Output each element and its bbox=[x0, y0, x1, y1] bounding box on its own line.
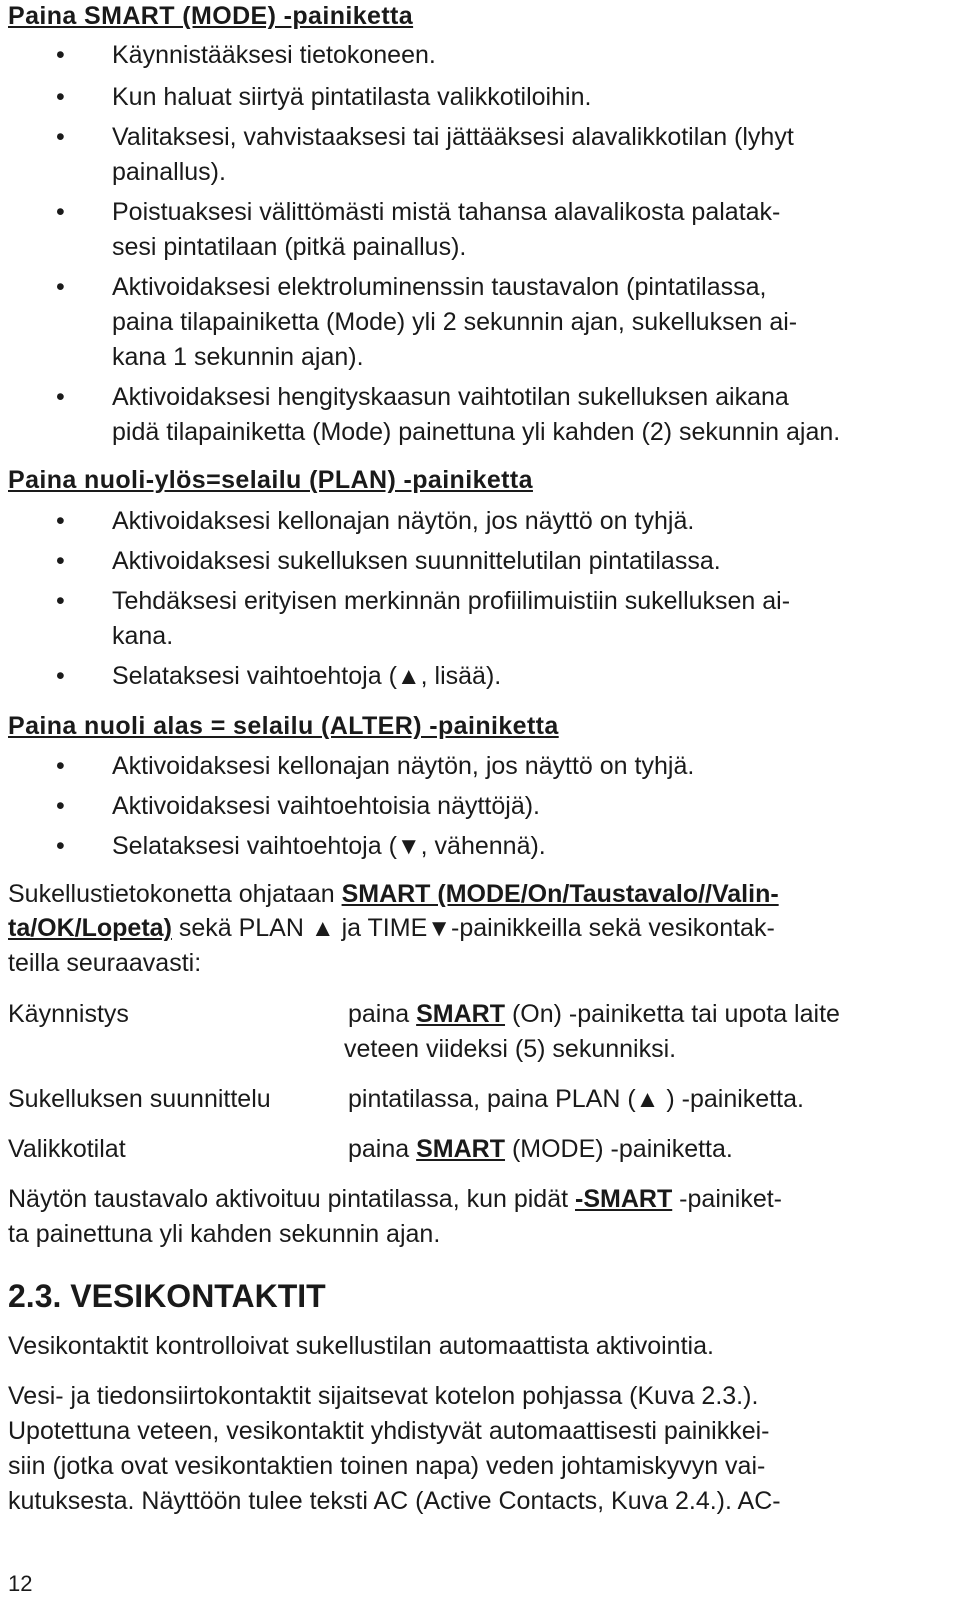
arrow-down-icon: ▼ bbox=[396, 833, 421, 860]
table-text: paina bbox=[348, 1000, 417, 1028]
paragraph-text: ja TIME bbox=[334, 914, 428, 942]
list-item-text-start: Selataksesi vaihtoehtoja ( bbox=[112, 662, 397, 690]
list-item-text: Käynnistääksesi tietokoneen. bbox=[112, 41, 436, 69]
paragraph-line: kutuksesta. Näyttöön tulee teksti AC (Active Contacts, Kuva 2.4.). AC- bbox=[8, 1487, 781, 1515]
bullet-icon: • bbox=[56, 41, 65, 69]
paragraph-line: Vesikontaktit kontrolloivat sukellustilan automaattista aktivointia. bbox=[8, 1332, 714, 1360]
heading-smart-mode: Paina SMART (MODE) -painiketta bbox=[8, 2, 414, 30]
list-item-text: Aktivoidaksesi elektroluminenssin taustavalon (pintatilassa, bbox=[112, 273, 767, 301]
paragraph-line: ta painettuna yli kahden sekunnin ajan. bbox=[8, 1220, 441, 1248]
list-item-text: kana 1 sekunnin ajan). bbox=[112, 343, 364, 371]
bullet-icon: • bbox=[56, 507, 65, 535]
bullet-icon: • bbox=[56, 547, 65, 575]
bullet-icon: • bbox=[56, 198, 65, 226]
bullet-icon: • bbox=[56, 752, 65, 780]
list-item-text: pidä tilapainiketta (Mode) painettuna yli kahden (2) sekunnin ajan. bbox=[112, 418, 841, 446]
paragraph-line bbox=[8, 1185, 782, 1214]
list-item-text: paina tilapainiketta (Mode) yli 2 sekunnin ajan, sukelluksen ai- bbox=[112, 308, 798, 336]
list-item-text: Aktivoidaksesi hengityskaasun vaihtotilan sukelluksen aikana bbox=[112, 383, 789, 411]
list-item-text: Kun haluat siirtyä pintatilasta valikkotiloihin. bbox=[112, 83, 592, 111]
page-number: 12 bbox=[8, 1571, 33, 1596]
bullet-icon: • bbox=[56, 273, 65, 301]
table-text: pintatilassa, paina PLAN ( bbox=[348, 1085, 636, 1113]
heading-alter: Paina nuoli alas = selailu (ALTER) -painiketta bbox=[8, 712, 559, 740]
paragraph-text: Näytön taustavalo aktivoituu pintatilassa, kun pidät bbox=[8, 1185, 576, 1213]
bullet-icon: • bbox=[56, 662, 65, 690]
list-item-text: sesi pintatilaan (pitkä painallus). bbox=[112, 233, 467, 261]
paragraph-text: Sukellustietokonetta ohjataan bbox=[8, 880, 342, 908]
table-value-menu bbox=[348, 1135, 733, 1164]
arrow-up-icon: ▲ bbox=[635, 1086, 660, 1113]
paragraph-line bbox=[8, 880, 779, 909]
list-item-text: Aktivoidaksesi kellonajan näytön, jos näyttö on tyhjä. bbox=[112, 507, 695, 535]
bullet-icon: • bbox=[56, 83, 65, 111]
table-label-menu: Valikkotilat bbox=[8, 1135, 126, 1163]
table-value-planning bbox=[348, 1085, 804, 1114]
paragraph-text: -painiket- bbox=[672, 1185, 782, 1213]
paragraph-line: Upotettuna veteen, vesikontaktit yhdistyvät automaattisesti painikkei- bbox=[8, 1417, 770, 1445]
paragraph-line: teilla seuraavasti: bbox=[8, 949, 202, 977]
table-text: paina bbox=[348, 1135, 417, 1163]
table-text: (On) -painiketta tai upota laite bbox=[505, 1000, 840, 1028]
smart-button-name: SMART bbox=[416, 1135, 506, 1163]
list-item-text: Tehdäksesi erityisen merkinnän profiilimuistiin sukelluksen ai- bbox=[112, 587, 791, 615]
table-text: (MODE) -painiketta. bbox=[505, 1135, 733, 1163]
bullet-icon: • bbox=[56, 383, 65, 411]
list-item-text bbox=[112, 829, 546, 864]
table-label-planning: Sukelluksen suunnittelu bbox=[8, 1085, 271, 1113]
paragraph-text: -painikkeilla sekä vesikontak- bbox=[451, 914, 775, 942]
smart-button-name: SMART (MODE/On/Taustavalo//Valin- bbox=[341, 880, 779, 908]
paragraph-line: siin (jotka ovat vesikontaktien toinen napa) veden johtamiskyvyn vai- bbox=[8, 1452, 766, 1480]
smart-button-name: -SMART bbox=[575, 1185, 673, 1213]
list-item-text: Poistuaksesi välittömästi mistä tahansa alavalikosta palatak- bbox=[112, 198, 781, 226]
bullet-icon: • bbox=[56, 792, 65, 820]
bullet-icon: • bbox=[56, 587, 65, 615]
list-item-text: Aktivoidaksesi kellonajan näytön, jos näyttö on tyhjä. bbox=[112, 752, 695, 780]
table-value-startup bbox=[348, 1000, 840, 1029]
heading-plan: Paina nuoli-ylös=selailu (PLAN) -painiketta bbox=[8, 466, 533, 494]
smart-button-name: SMART bbox=[416, 1000, 506, 1028]
list-item-text: painallus). bbox=[112, 158, 226, 186]
arrow-up-icon: ▲ bbox=[310, 915, 335, 942]
smart-button-name: ta/OK/Lopeta) bbox=[8, 914, 172, 942]
paragraph-line bbox=[8, 914, 775, 943]
paragraph-text: sekä PLAN bbox=[171, 914, 311, 942]
table-value-startup-cont: veteen viideksi (5) sekunniksi. bbox=[344, 1035, 677, 1063]
list-item-text-start: Selataksesi vaihtoehtoja ( bbox=[112, 832, 397, 860]
list-item-text: kana. bbox=[112, 622, 174, 650]
table-label-startup: Käynnistys bbox=[8, 1000, 129, 1028]
section-title: 2.3. VESIKONTAKTIT bbox=[8, 1278, 326, 1314]
arrow-down-icon: ▼ bbox=[427, 915, 452, 942]
list-item-text: Valitaksesi, vahvistaaksesi tai jättääksesi alavalikkotilan (lyhyt bbox=[112, 123, 794, 151]
bullet-icon: • bbox=[56, 123, 65, 151]
bullet-icon: • bbox=[56, 832, 65, 860]
list-item-text: Aktivoidaksesi vaihtoehtoisia näyttöjä). bbox=[112, 792, 541, 820]
arrow-up-icon: ▲ bbox=[396, 663, 421, 690]
list-item-text-end: , vähennä). bbox=[420, 832, 546, 860]
table-text: ) -painiketta. bbox=[659, 1085, 804, 1113]
list-item-text: Aktivoidaksesi sukelluksen suunnittelutilan pintatilassa. bbox=[112, 547, 721, 575]
list-item-text-end: , lisää). bbox=[420, 662, 502, 690]
paragraph-line: Vesi- ja tiedonsiirtokontaktit sijaitsevat kotelon pohjassa (Kuva 2.3.). bbox=[8, 1382, 759, 1410]
list-item-text bbox=[112, 659, 501, 694]
